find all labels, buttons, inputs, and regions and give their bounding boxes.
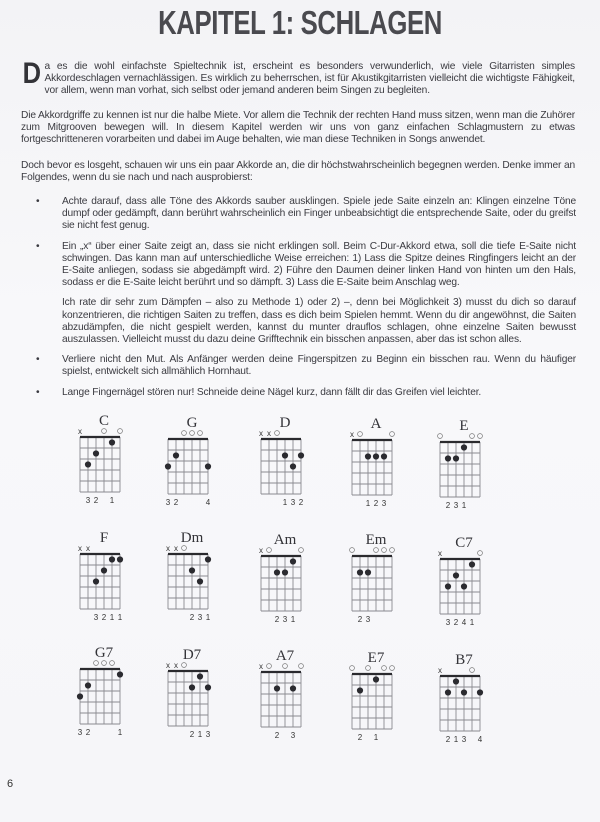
finger-position-dot — [205, 463, 211, 469]
open-string-icon — [382, 666, 387, 671]
open-string-icon — [198, 431, 203, 436]
finger-position-dot — [189, 684, 195, 690]
finger-number: 3 — [453, 501, 459, 510]
finger-number: 2 — [85, 728, 91, 737]
chapter-title: KAPITEL 1: SCHLAGEN — [158, 4, 442, 41]
finger-number: 1 — [373, 733, 379, 742]
chord-name: A — [370, 416, 382, 432]
fretboard-grid — [152, 647, 232, 747]
chord-diagram-dm — [152, 530, 232, 630]
finger-position-dot — [189, 567, 195, 573]
chord-name: E7 — [367, 650, 385, 666]
finger-number: 3 — [381, 499, 387, 508]
muted-string-icon: x — [78, 544, 82, 553]
fretboard-grid — [336, 416, 416, 516]
finger-position-dot — [205, 684, 211, 690]
tip-item: • Achte darauf, dass alle Töne des Akkords sauber ausklingen. Spiele jede Saite einzeln an: Klingen einzelne Töne dumpf oder gedämpft, dann berührt wahrscheinlich ein Finger unbeabsichtigt die entsprechende Saite, oder du greifst sie nicht fest genug. — [36, 196, 576, 232]
finger-number: 2 — [189, 613, 195, 622]
muted-string-icon: x — [174, 661, 178, 670]
tip-item: • Ein „x“ über einer Saite zeigt an, dass sie nicht erklingen soll. Beim C-Dur-Akkord etwa, soll die tiefe E-Saite nicht schwingen. Das kann man auf unterschiedliche Weise erreichen: 1) Lass die Spitze deines Ringfingers leicht an der E-Saite anliegen, sodass sie abgedämpft wird. 2) Führe den Daumen deiner linken Hand von hinten um den Hals, sodass er die E-Saite leicht berührt und so dämpft. 3) Lass die E-Saite beim Anschlag weg. Ich rate dir sehr zum Dämpfen – also zu Methode 1) oder 2) –, denn bei Möglichkeit 3) musst du dich so darauf konzentrieren, die richtigen Saiten zu treffen, dass es dich beim Spielen hemmt. Wenn du dir angewöhnst, die Saiten abzudämpfen, die nicht gespielt werden, kannst du munter drauflos schlagen, ohne einzelne Saiten bewusst auszulassen. Vielleicht musst du dazu deine Grifftechnik ein bisschen anpassen, aber das ist schon alles. — [36, 240, 576, 346]
bullet-icon: • — [36, 354, 40, 366]
finger-position-dot — [298, 452, 304, 458]
chord-name: Dm — [180, 530, 204, 546]
fretboard-grid — [424, 418, 504, 518]
chord-diagram-c — [64, 413, 144, 513]
fretboard-grid — [336, 532, 416, 632]
muted-string-icon: x — [259, 662, 263, 671]
chord-diagram-d7 — [152, 647, 232, 747]
finger-position-dot — [357, 569, 363, 575]
finger-number: 3 — [282, 615, 288, 624]
open-string-icon — [438, 434, 443, 439]
open-string-icon — [350, 666, 355, 671]
chord-diagram-g7 — [64, 645, 144, 745]
fretboard-grid — [64, 645, 144, 745]
drop-cap: D — [22, 57, 41, 90]
finger-number: 3 — [445, 618, 451, 627]
finger-position-dot — [197, 673, 203, 679]
open-string-icon — [182, 431, 187, 436]
chord-diagram-em — [336, 532, 416, 632]
finger-position-dot — [445, 455, 451, 461]
finger-number: 1 — [365, 499, 371, 508]
chord-diagram-g — [152, 415, 232, 515]
finger-position-dot — [365, 453, 371, 459]
fretboard-grid — [245, 532, 325, 632]
finger-position-dot — [373, 676, 379, 682]
finger-position-dot — [173, 452, 179, 458]
finger-number: 1 — [109, 613, 115, 622]
open-string-icon — [299, 664, 304, 669]
finger-position-dot — [85, 461, 91, 467]
intro-paragraph-3: Doch bevor es losgeht, schauen wir uns ein paar Akkorde an, die dir höchstwahrscheinlich begegnen werden. Denke immer an Folgendes, wenn du sie nach und nach ausprobierst: — [21, 160, 575, 184]
chord-name: C — [98, 413, 109, 429]
finger-position-dot — [117, 556, 123, 562]
finger-number: 2 — [93, 496, 99, 505]
finger-position-dot — [109, 556, 115, 562]
finger-number: 2 — [453, 618, 459, 627]
finger-number: 3 — [365, 615, 371, 624]
open-string-icon — [299, 548, 304, 553]
open-string-icon — [366, 666, 371, 671]
fretboard-grid — [245, 415, 325, 515]
chord-diagram-b7 — [424, 652, 504, 752]
page-number: 6 — [7, 778, 14, 790]
finger-number: 3 — [205, 730, 211, 739]
finger-position-dot — [290, 558, 296, 564]
finger-position-dot — [117, 671, 123, 677]
open-string-icon — [110, 661, 115, 666]
finger-number: 4 — [477, 735, 483, 744]
chord-name: B7 — [455, 652, 473, 668]
finger-number: 1 — [453, 735, 459, 744]
finger-number: 2 — [357, 615, 363, 624]
muted-string-icon: x — [259, 546, 263, 555]
finger-position-dot — [453, 572, 459, 578]
muted-string-icon: x — [438, 666, 442, 675]
finger-position-dot — [101, 567, 107, 573]
chord-name: C7 — [455, 535, 473, 551]
finger-position-dot — [445, 583, 451, 589]
finger-position-dot — [274, 569, 280, 575]
chord-name: D7 — [182, 647, 202, 663]
finger-number: 2 — [445, 735, 451, 744]
fretboard-grid — [245, 648, 325, 748]
open-string-icon — [478, 551, 483, 556]
open-string-icon — [350, 548, 355, 553]
muted-string-icon: x — [86, 544, 90, 553]
finger-number: 2 — [274, 731, 280, 740]
finger-position-dot — [77, 693, 83, 699]
muted-string-icon: x — [166, 544, 170, 553]
finger-number: 2 — [445, 501, 451, 510]
open-string-icon — [94, 661, 99, 666]
finger-position-dot — [381, 453, 387, 459]
finger-number: 1 — [197, 730, 203, 739]
open-string-icon — [470, 668, 475, 673]
intro-paragraph-1: D a es die wohl einfachste Spieltechnik ist, erscheint es besonders verwunderlich, wie viele Gitarristen simples Akkordeschlagen vernachlässigen. Es wirklich zu beherrschen, ist für Akustikgitarristen vielleicht die wichtigste Fähigkeit, vor allem, wenn man vorhat, sich selbst oder jemand anderen beim Singen zu begleiten. — [22, 57, 575, 97]
fretboard-grid — [152, 530, 232, 630]
open-string-icon — [374, 548, 379, 553]
finger-position-dot — [357, 687, 363, 693]
finger-position-dot — [85, 682, 91, 688]
finger-number: 4 — [205, 498, 211, 507]
tip-item: • Verliere nicht den Mut. Als Anfänger werden deine Fingerspitzen zu Beginn ein bisschen rau. Wenn du häufiger spielst, entwickelt sich allmählich Hornhaut. — [36, 354, 576, 378]
chord-name: F — [99, 530, 109, 546]
chord-name: G — [186, 415, 198, 431]
chord-diagram-d — [245, 415, 325, 515]
finger-position-dot — [205, 556, 211, 562]
finger-number: 3 — [93, 613, 99, 622]
finger-number: 2 — [189, 730, 195, 739]
fretboard-grid — [424, 652, 504, 752]
open-string-icon — [102, 661, 107, 666]
finger-number: 1 — [205, 613, 211, 622]
chord-diagram-a7 — [245, 648, 325, 748]
chord-name: D — [279, 415, 291, 431]
finger-position-dot — [290, 685, 296, 691]
muted-string-icon: x — [438, 549, 442, 558]
chord-diagram-a — [336, 416, 416, 516]
finger-position-dot — [461, 583, 467, 589]
finger-position-dot — [165, 463, 171, 469]
finger-number: 1 — [282, 498, 288, 507]
open-string-icon — [382, 548, 387, 553]
finger-number: 1 — [117, 613, 123, 622]
open-string-icon — [190, 431, 195, 436]
finger-position-dot — [290, 463, 296, 469]
finger-position-dot — [93, 578, 99, 584]
open-string-icon — [182, 546, 187, 551]
finger-position-dot — [274, 685, 280, 691]
finger-position-dot — [469, 561, 475, 567]
fretboard-grid — [336, 650, 416, 750]
open-string-icon — [267, 664, 272, 669]
chord-name: G7 — [94, 645, 114, 661]
chord-diagram-f — [64, 530, 144, 630]
finger-position-dot — [282, 452, 288, 458]
finger-number: 3 — [290, 498, 296, 507]
open-string-icon — [390, 548, 395, 553]
bullet-icon: • — [36, 240, 40, 252]
chord-name: E — [459, 418, 469, 434]
finger-position-dot — [109, 439, 115, 445]
open-string-icon — [267, 548, 272, 553]
bullet-icon: • — [36, 196, 40, 207]
finger-number: 2 — [101, 613, 107, 622]
finger-position-dot — [373, 453, 379, 459]
open-string-icon — [358, 432, 363, 437]
finger-number: 1 — [469, 618, 475, 627]
chord-name: A7 — [275, 648, 295, 664]
finger-position-dot — [93, 450, 99, 456]
fretboard-grid — [152, 415, 232, 515]
finger-position-dot — [477, 689, 483, 695]
muted-string-icon: x — [259, 429, 263, 438]
finger-position-dot — [282, 569, 288, 575]
finger-position-dot — [365, 569, 371, 575]
open-string-icon — [118, 429, 123, 434]
chord-diagram-c7 — [424, 535, 504, 635]
finger-position-dot — [453, 678, 459, 684]
finger-number: 3 — [461, 735, 467, 744]
muted-string-icon: x — [166, 661, 170, 670]
intro-paragraph-2: Die Akkordgriffe zu kennen ist nur die halbe Miete. Vor allem die Technik der rechten Hand muss sitzen, wenn man die Zuhörer zum Mitgrooven bewegen will. In diesem Kapitel werden wir uns von ganz einfachen Schlagmustern zu etwas fortgeschritteneren vorarbeiten und dabei im Auge behalten, wie man diese Techniken in Songs anwendet. — [21, 110, 575, 146]
open-string-icon — [390, 666, 395, 671]
finger-number: 1 — [117, 728, 123, 737]
chord-diagram-e7 — [336, 650, 416, 750]
finger-position-dot — [445, 689, 451, 695]
open-string-icon — [470, 434, 475, 439]
finger-number: 3 — [77, 728, 83, 737]
muted-string-icon: x — [174, 544, 178, 553]
open-string-icon — [390, 432, 395, 437]
finger-number: 2 — [173, 498, 179, 507]
fretboard-grid — [64, 530, 144, 630]
chord-name: Am — [273, 532, 297, 548]
finger-number: 3 — [197, 613, 203, 622]
chord-diagram-am — [245, 532, 325, 632]
finger-position-dot — [197, 578, 203, 584]
finger-number: 2 — [357, 733, 363, 742]
finger-number: 3 — [290, 731, 296, 740]
open-string-icon — [283, 664, 288, 669]
finger-number: 3 — [85, 496, 91, 505]
finger-number: 2 — [274, 615, 280, 624]
finger-number: 1 — [109, 496, 115, 505]
finger-position-dot — [461, 689, 467, 695]
finger-number: 3 — [165, 498, 171, 507]
fretboard-grid — [64, 413, 144, 513]
open-string-icon — [102, 429, 107, 434]
open-string-icon — [275, 431, 280, 436]
finger-number: 4 — [461, 618, 467, 627]
open-string-icon — [182, 663, 187, 668]
chord-diagram-e — [424, 418, 504, 518]
finger-position-dot — [453, 455, 459, 461]
muted-string-icon: x — [78, 427, 82, 436]
finger-number: 1 — [461, 501, 467, 510]
muted-string-icon: x — [267, 429, 271, 438]
finger-number: 2 — [373, 499, 379, 508]
fretboard-grid — [424, 535, 504, 635]
tip-item: • Lange Fingernägel stören nur! Schneide deine Nägel kurz, dann fällt dir das Greifen viel leichter. — [36, 386, 482, 398]
bullet-icon: • — [36, 386, 40, 398]
finger-number: 2 — [298, 498, 304, 507]
chord-name: Em — [365, 532, 387, 548]
open-string-icon — [478, 434, 483, 439]
finger-number: 1 — [290, 615, 296, 624]
finger-position-dot — [461, 444, 467, 450]
muted-string-icon: x — [350, 430, 354, 439]
